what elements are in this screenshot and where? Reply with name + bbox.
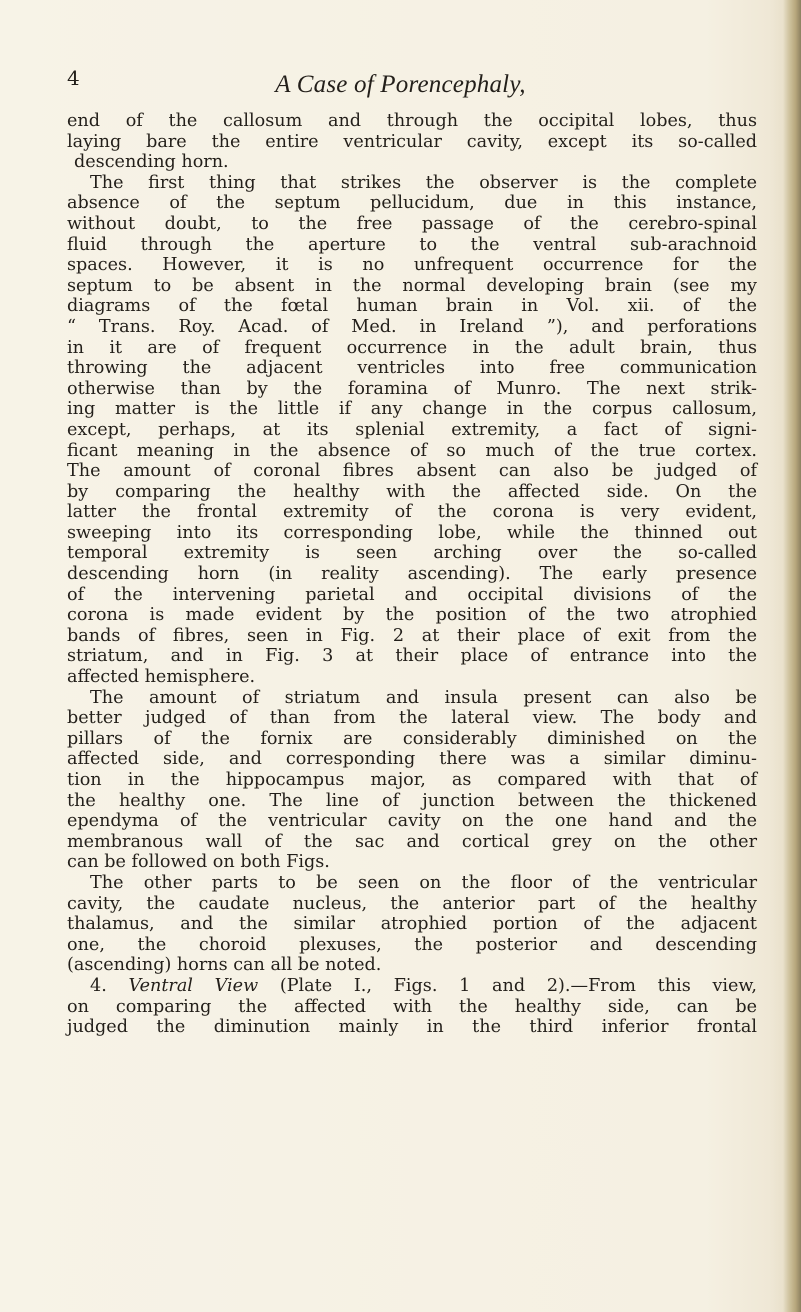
- text-line: (ascending) horns can all be noted.: [67, 955, 382, 976]
- page-edge-shadow: [783, 0, 801, 1312]
- text-line: membranous wall of the sac and cortical grey on the other: [67, 831, 757, 852]
- text-line: corona is made evident by the position of the two atrophied: [67, 605, 757, 626]
- text-line: throwing the adjacent ventricles into free communication: [67, 358, 757, 379]
- text-line: pillars of the fornix are considerably diminished on the: [67, 728, 757, 749]
- text-line: tion in the hippocampus major, as compared with that of: [67, 770, 757, 790]
- text-line: fluid through the aperture to the ventral sub-arachnoid: [67, 234, 757, 255]
- text-line: thalamus, and the similar atrophied portion of the adjacent: [67, 914, 757, 935]
- text-line: ependyma of the ventricular cavity on the one hand and the: [67, 811, 757, 832]
- text-line: spaces. However, it is no unfrequent occurrence for the: [67, 255, 757, 276]
- text-line: sweeping into its corresponding lobe, while the thinned out: [67, 522, 757, 543]
- text-line: latter the frontal extremity of the corona is very evident,: [67, 502, 757, 523]
- text-line: temporal extremity is seen arching over the so-called: [67, 543, 757, 564]
- text-line: otherwise than by the foramina of Munro. The next strik-: [67, 378, 757, 399]
- text-line: of the intervening parietal and occipital divisions of the: [67, 584, 757, 605]
- body-text: [67, 111, 757, 1038]
- text-line: cavity, the caudate nucleus, the anterior part of the healthy: [67, 893, 757, 914]
- text-line: The amount of striatum and insula present can also be: [90, 687, 757, 708]
- text-line: judged the diminution mainly in the third inferior frontal: [67, 1017, 757, 1038]
- text-line: affected hemisphere.: [67, 667, 256, 688]
- text-line: striatum, and in Fig. 3 at their place of entrance into the: [67, 646, 757, 667]
- text-line: “ Trans. Roy. Acad. of Med. in Ireland ”), and perforations: [67, 316, 757, 337]
- text-line: except, perhaps, at its splenial extremity, a fact of signi-: [67, 419, 757, 440]
- text-line: can be followed on both Figs.: [67, 852, 330, 873]
- text-line: laying bare the entire ventricular cavity, except its so-called: [67, 131, 757, 152]
- text-line: without doubt, to the free passage of the cerebro-spinal: [67, 213, 757, 234]
- text-line: descending horn (in reality ascending). The early presence: [67, 564, 757, 585]
- text-line: descending horn.: [74, 152, 229, 173]
- text-line: diagrams of the fœtal human brain in Vol. xii. of the: [67, 296, 757, 317]
- text-line: end of the callosum and through the occipital lobes, thus: [67, 111, 757, 131]
- text-line: The amount of coronal fibres absent can also be judged of: [67, 461, 757, 482]
- text-line: better judged of than from the lateral view. The body and: [67, 708, 757, 729]
- text-line: The other parts to be seen on the floor of the ventricular: [90, 872, 757, 893]
- text-line: ficant meaning in the absence of so much of the true cortex.: [67, 440, 757, 461]
- text-line: ing matter is the little if any change in the corpus callosum,: [67, 399, 757, 420]
- text-line: one, the choroid plexuses, the posterior and descending: [67, 934, 757, 955]
- text-line: on comparing the affected with the healthy side, can be: [67, 996, 757, 1017]
- text-line: by comparing the healthy with the affected side. On the: [67, 481, 757, 502]
- text-line: bands of fibres, seen in Fig. 2 at their place of exit from the: [67, 625, 757, 646]
- text-line: affected side, and corresponding there was a similar diminu-: [67, 749, 757, 770]
- text-line: The first thing that strikes the observer is the complete: [90, 172, 757, 193]
- running-head: A Case of Porencephaly,: [275, 71, 526, 98]
- text-line: absence of the septum pellucidum, due in this instance,: [67, 193, 757, 214]
- page-number: 4: [67, 66, 80, 90]
- text-line: in it are of frequent occurrence in the adult brain, thus: [67, 337, 757, 358]
- text-line: septum to be absent in the normal developing brain (see my: [67, 275, 757, 296]
- text-line: 4. Ventral View (Plate I., Figs. 1 and 2).—From this view,: [90, 975, 757, 996]
- italic-phrase: Ventral View: [128, 975, 259, 996]
- text-line: the healthy one. The line of junction between the thickened: [67, 790, 757, 811]
